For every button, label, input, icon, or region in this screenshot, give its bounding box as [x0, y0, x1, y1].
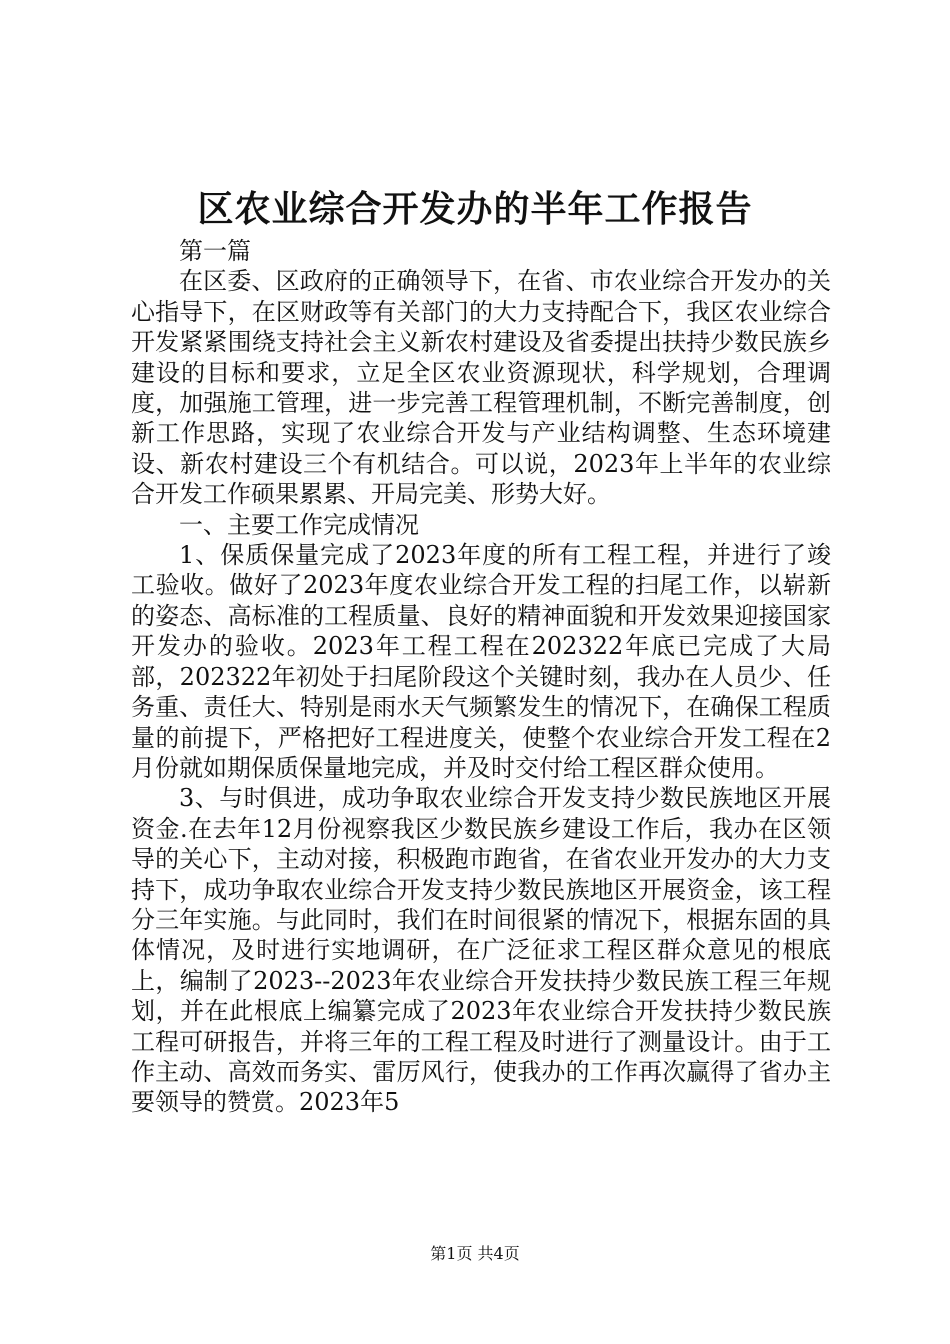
document-body [131, 236, 831, 1118]
paragraph-intro: 在区委、区政府的正确领导下，在省、市农业综合开发办的关心指导下，在区财政等有关部门的大力支持配合下，我区农业综合开发紧紧围绕支持社会主义新农村建设及省委提出扶持少数民族乡建设的目标和要求，立足全区农业资源现状，科学规划，合理调度，加强施工管理，进一步完善工程管理机制，不断完善制度，创新工作思路，实现了农业综合开发与产业结构调整、生态环境建设、新农村建设三个有机结合。可以说，2023年上半年的农业综合开发工作硕果累累、开局完美、形势大好。 [131, 267, 831, 509]
paragraph-item-1: 1、保质保量完成了2023年度的所有工程工程，并进行了竣工验收。做好了2023年度农业综合开发工程的扫尾工作，以崭新的姿态、高标准的工程质量、良好的精神面貌和开发效果迎接国家开发办的验收。2023年工程工程在202322年底已完成了大局部，202322年初处于扫尾阶段这个关键时刻，我办在人员少、任务重、责任大、特别是雨水天气频繁发生的情况下，在确保工程质量的前提下，严格把好工程进度关，使整个农业综合开发工程在2月份就如期保质保量地完成，并及时交付给工程区群众使用。 [131, 541, 831, 782]
page-number-footer: 第1页 共4页 [430, 1244, 520, 1263]
section-heading: 一、主要工作完成情况 [179, 510, 419, 539]
document-title: 区农业综合开发办的半年工作报告 [197, 188, 753, 230]
paragraph-item-3: 3、与时俱进，成功争取农业综合开发支持少数民族地区开展资金.在去年12月份视察我区少数民族乡建设工作后，我办在区领导的关心下，主动对接，积极跑市跑省，在省农业开发办的大力支持下，成功争取农业综合开发支持少数民族地区开展资金，该工程分三年实施。与此同时，我们在时间很紧的情况下，根据东固的具体情况，及时进行实地调研，在广泛征求工程区群众意见的根底上，编制了2023--2023年农业综合开发扶持少数民族工程三年规划，并在此根底上编纂完成了2023年农业综合开发扶持少数民族工程可研报告，并将三年的工程工程及时进行了测量设计。由于工作主动、高效而务实、雷厉风行，使我办的工作再次赢得了省办主要领导的赞赏。2023年5 [131, 784, 831, 1117]
section-label: 第一篇 [179, 237, 251, 265]
